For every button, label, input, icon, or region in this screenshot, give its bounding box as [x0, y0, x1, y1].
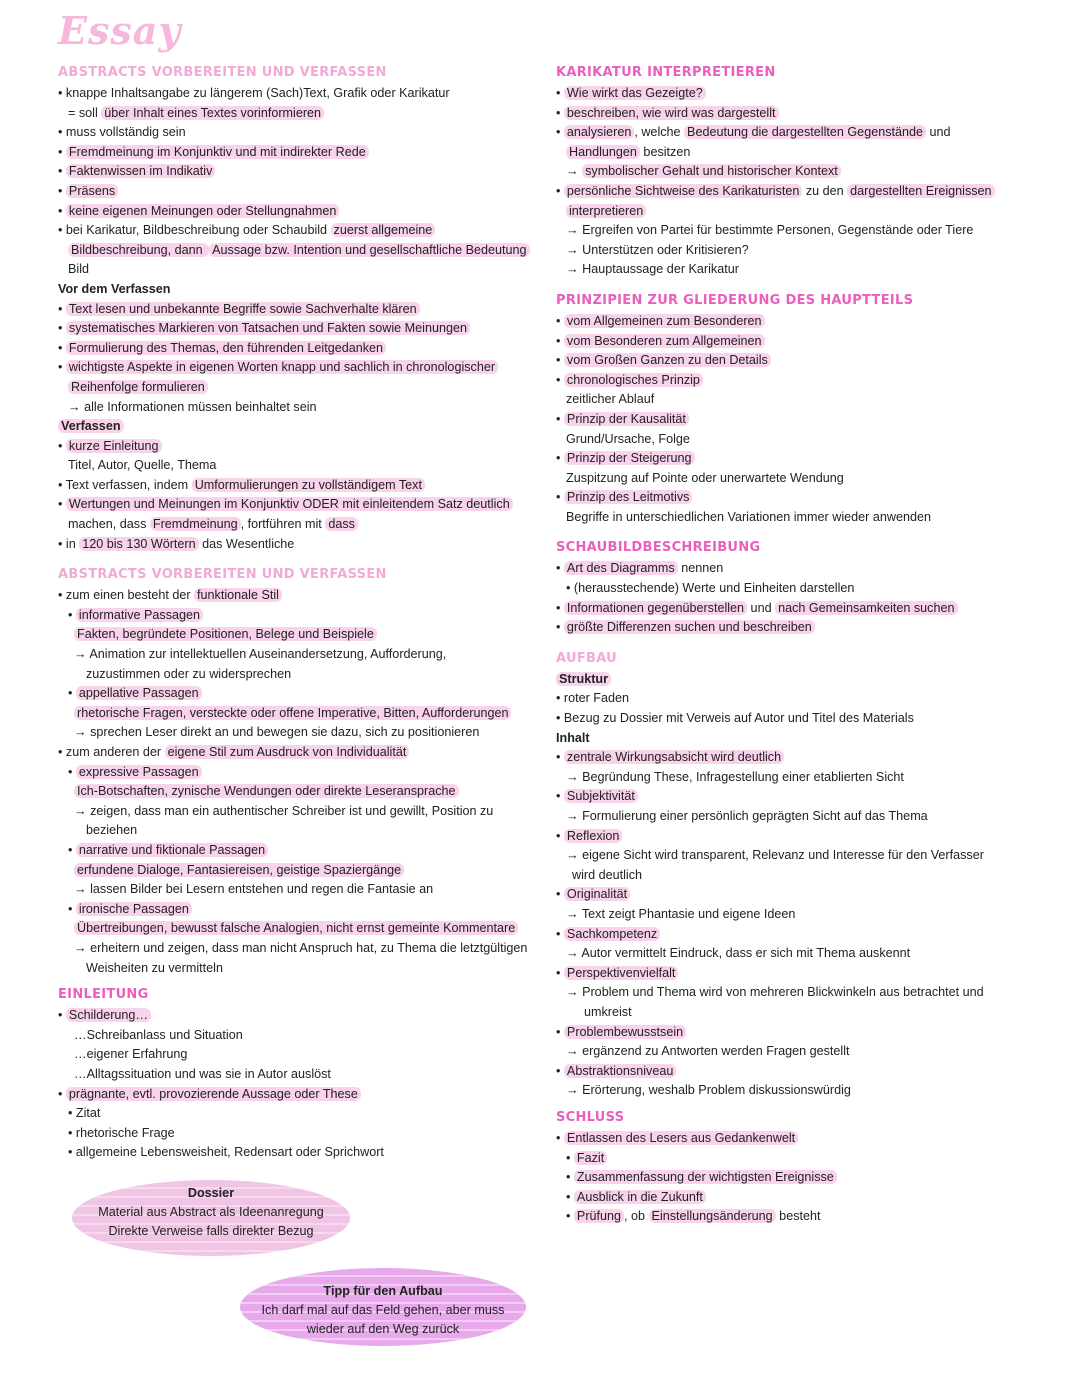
- subheading-verfassen: Verfassen: [58, 417, 548, 437]
- list-item: → Formulierung einer persönlich geprägten Sicht auf das Thema: [566, 809, 928, 823]
- list-item: Titel, Autor, Quelle, Thema: [68, 458, 217, 473]
- list-item: • Wertungen und Meinungen im Konjunktiv ODER mit einleitendem Satz deutlich: [58, 495, 548, 515]
- list-item: • Subjektivität: [556, 787, 1016, 807]
- list-item: → Problem und Thema wird von mehreren Blickwinkeln aus betrachtet und: [566, 985, 984, 1000]
- left-column: [58, 62, 548, 1163]
- list-item: • Prüfung , ob Einstellungsänderung besteht: [566, 1209, 821, 1224]
- list-item: Ich-Botschaften, zynische Wendungen oder direkte Leseransprache: [58, 782, 548, 802]
- list-item: • Abstraktionsniveau: [556, 1062, 1016, 1082]
- list-item: …eigener Erfahrung: [74, 1047, 188, 1062]
- list-item: • Zitat: [68, 1106, 101, 1121]
- list-item: • appellative Passagen: [58, 684, 548, 704]
- list-item: • analysieren , welche Bedeutung die dargestellten Gegenstände und: [556, 125, 951, 140]
- list-item: • vom Besonderen zum Allgemeinen: [556, 332, 1016, 352]
- list-item: • rhetorische Frage: [68, 1125, 175, 1140]
- list-item: • expressive Passagen: [58, 763, 548, 783]
- list-item: • Entlassen des Lesers aus Gedankenwelt: [556, 1129, 1016, 1149]
- list-item: Reihenfolge formulieren: [58, 378, 548, 398]
- list-item: → Text zeigt Phantasie und eigene Ideen: [566, 906, 796, 921]
- list-item: • Problembewusstsein: [556, 1023, 1016, 1043]
- list-item: • (herausstechende) Werte und Einheiten darstellen: [566, 581, 855, 596]
- list-item: Fakten, begründete Positionen, Belege und Beispiele: [58, 625, 548, 645]
- list-item: • in 120 bis 130 Wörtern das Wesentliche: [58, 536, 295, 551]
- section-heading-abstracts-2: ABSTRACTS VORBEREITEN UND VERFASSEN: [58, 567, 387, 583]
- list-item: • Perspektivenvielfalt: [556, 964, 1016, 984]
- list-item: → Autor vermittelt Eindruck, dass er sich mit Thema auskennt: [566, 946, 911, 961]
- list-item: • größte Differenzen suchen und beschreiben: [556, 618, 1016, 638]
- list-item: → sprechen Leser direkt an und bewegen sie dazu, sich zu positionieren: [74, 725, 480, 740]
- list-item: → zeigen, dass man ein authentischer Schreiber ist und gewillt, Position zu: [74, 803, 494, 818]
- list-item: → symbolischer Gehalt und historischer Kontext: [556, 162, 1016, 182]
- dossier-title: Dossier: [187, 1186, 235, 1200]
- list-item: → eigene Sicht wird transparent, Relevanz und Interesse für den Verfasser: [566, 848, 984, 863]
- list-item: • keine eigenen Meinungen oder Stellungnahmen: [58, 202, 548, 222]
- list-item: umkreist: [584, 1004, 632, 1019]
- list-item: Übertreibungen, bewusst falsche Analogien, nicht ernst gemeinte Kommentare: [58, 919, 548, 939]
- section-heading-einleitung: EINLEITUNG: [58, 987, 149, 1003]
- list-item: • Schilderung…: [58, 1006, 548, 1026]
- list-item: → Hauptaussage der Karikatur: [566, 262, 739, 277]
- list-item: • Sachkompetenz: [556, 925, 1016, 945]
- list-item: zeitlicher Ablauf: [566, 392, 655, 407]
- section-heading-aufbau: AUFBAU: [556, 650, 618, 666]
- list-item: Zuspitzung auf Pointe oder unerwartete Wendung: [566, 470, 844, 485]
- list-item: • vom Allgemeinen zum Besonderen: [556, 312, 1016, 332]
- list-item: machen, dass Fremdmeinung , fortführen mit dass: [58, 515, 548, 535]
- list-item: Handlungen besitzen: [556, 143, 1016, 163]
- list-item: • prägnante, evtl. provozierende Aussage oder These: [58, 1085, 548, 1105]
- list-item: • wichtigste Aspekte in eigenen Worten knapp und sachlich in chronologischer: [58, 358, 548, 378]
- subheading-struktur: Struktur: [556, 670, 1016, 690]
- dossier-note: [72, 1180, 350, 1256]
- list-item: • narrative und fiktionale Passagen: [58, 841, 548, 861]
- list-item: • Bezug zu Dossier mit Verweis auf Autor und Titel des Materials: [556, 711, 914, 726]
- list-item: • Präsens: [58, 182, 548, 202]
- list-item: Bild: [68, 262, 89, 277]
- list-item: erfundene Dialoge, Fantasiereisen, geistige Spaziergänge: [58, 861, 548, 881]
- list-item: = soll über Inhalt eines Textes vorinformieren: [58, 104, 548, 124]
- list-item: → Erörterung, weshalb Problem diskussionswürdig: [566, 1083, 851, 1098]
- list-item: • Formulierung des Themas, den führenden Leitgedanken: [58, 339, 548, 359]
- section-heading-schluss: SCHLUSS: [556, 1109, 625, 1125]
- section-heading-prinzipien: PRINZIPIEN ZUR GLIEDERUNG DES HAUPTTEILS: [556, 292, 914, 308]
- list-item: → Unterstützen oder Kritisieren?: [566, 242, 749, 257]
- list-item: Grund/Ursache, Folge: [566, 431, 690, 446]
- list-item: rhetorische Fragen, versteckte oder offene Imperative, Bitten, Aufforderungen: [58, 704, 548, 724]
- list-item: • Text lesen und unbekannte Begriffe sowie Sachverhalte klären: [58, 300, 548, 320]
- list-item: • bei Karikatur, Bildbeschreibung oder Schaubild zuerst allgemeine: [58, 221, 548, 241]
- subheading-vor-dem-verfassen: Vor dem Verfassen: [58, 281, 171, 296]
- list-item: • Informationen gegenüberstellen und nach Gemeinsamkeiten suchen: [556, 599, 1016, 619]
- section-heading-abstracts-1: ABSTRACTS VORBEREITEN UND VERFASSEN: [58, 65, 387, 80]
- list-item: • Ausblick in die Zukunft: [556, 1188, 1016, 1208]
- list-item: • knappe Inhaltsangabe zu längerem (Sach)Text, Grafik oder Karikatur: [58, 86, 450, 100]
- list-item: • Prinzip der Kausalität: [556, 410, 1016, 430]
- list-item: • zum anderen der eigene Stil zum Ausdruck von Individualität: [58, 743, 548, 763]
- list-item: interpretieren: [556, 202, 1016, 222]
- list-item: beziehen: [86, 823, 138, 838]
- tipp-line: wieder auf den Weg zurück: [306, 1322, 460, 1336]
- list-item: • informative Passagen: [58, 606, 548, 626]
- list-item: • Wie wirkt das Gezeigte?: [556, 84, 1016, 104]
- list-item: • systematisches Markieren von Tatsachen und Fakten sowie Meinungen: [58, 319, 548, 339]
- section-heading-schaubild: SCHAUBILDBESCHREIBUNG: [556, 540, 761, 556]
- list-item: Weisheiten zu vermitteln: [86, 960, 223, 975]
- subheading-inhalt: Inhalt: [556, 730, 590, 745]
- list-item: zuzustimmen oder zu widersprechen: [86, 666, 292, 681]
- section-heading-karikatur: KARIKATUR INTERPRETIEREN: [556, 65, 776, 80]
- right-column: [556, 62, 1016, 1227]
- dossier-line: Material aus Abstract als Ideenanregung: [98, 1205, 324, 1219]
- list-item: → Ergreifen von Partei für bestimmte Personen, Gegenstände oder Tiere: [566, 223, 974, 238]
- list-item: • Prinzip der Steigerung: [556, 449, 1016, 469]
- list-item: → Begründung These, Infragestellung einer etablierten Sicht: [566, 769, 904, 784]
- list-item: • persönliche Sichtweise des Karikaturisten zu den dargestellten Ereignissen: [556, 182, 1016, 202]
- list-item: wird deutlich: [572, 867, 642, 882]
- list-item: • beschreiben, wie wird was dargestellt: [556, 104, 1016, 124]
- list-item: Begriffe in unterschiedlichen Variationen immer wieder anwenden: [566, 509, 931, 524]
- list-item: • zentrale Wirkungsabsicht wird deutlich: [556, 748, 1016, 768]
- list-item: • vom Großen Ganzen zu den Details: [556, 351, 1016, 371]
- list-item: • Fazit: [556, 1149, 1016, 1169]
- list-item: • Fremdmeinung im Konjunktiv und mit indirekter Rede: [58, 143, 548, 163]
- list-item: • kurze Einleitung: [58, 437, 548, 457]
- list-item: • zum einen besteht der funktionale Stil: [58, 586, 548, 606]
- dossier-line: Direkte Verweise falls direkter Bezug: [108, 1224, 314, 1238]
- list-item: • roter Faden: [556, 691, 630, 706]
- list-item: • muss vollständig sein: [58, 125, 186, 140]
- page-title: Essay: [58, 8, 182, 53]
- tipp-line: Ich darf mal auf das Feld gehen, aber muss: [261, 1303, 505, 1317]
- list-item: • chronologisches Prinzip: [556, 371, 1016, 391]
- list-item: • Text verfassen, indem Umformulierungen zu vollständigem Text: [58, 476, 548, 496]
- list-item: • ironische Passagen: [58, 900, 548, 920]
- list-item: …Schreibanlass und Situation: [74, 1027, 243, 1042]
- list-item: → alle Informationen müssen beinhaltet sein: [68, 399, 317, 414]
- list-item: → Animation zur intellektuellen Auseinandersetzung, Aufforderung,: [74, 647, 447, 662]
- list-item: • Prinzip des Leitmotivs: [556, 488, 1016, 508]
- list-item: Bildbeschreibung, dann Aussage bzw. Intention und gesellschaftliche Bedeutung: [58, 241, 548, 261]
- list-item: → lassen Bilder bei Lesern entstehen und regen die Fantasie an: [74, 882, 434, 897]
- list-item: • Originalität: [556, 885, 1016, 905]
- tipp-note: [240, 1268, 526, 1346]
- list-item: • Art des Diagramms nennen: [556, 561, 724, 576]
- list-item: • Reflexion: [556, 827, 1016, 847]
- tipp-title: Tipp für den Aufbau: [323, 1284, 443, 1298]
- list-item: • Zusammenfassung der wichtigsten Ereignisse: [556, 1168, 1016, 1188]
- list-item: …Alltagssituation und was sie in Autor auslöst: [74, 1066, 331, 1081]
- list-item: → erheitern und zeigen, dass man nicht Anspruch hat, zu Thema die letztgültigen: [74, 940, 528, 955]
- list-item: → ergänzend zu Antworten werden Fragen gestellt: [566, 1044, 850, 1059]
- list-item: • allgemeine Lebensweisheit, Redensart oder Sprichwort: [68, 1145, 384, 1160]
- list-item: • Faktenwissen im Indikativ: [58, 162, 548, 182]
